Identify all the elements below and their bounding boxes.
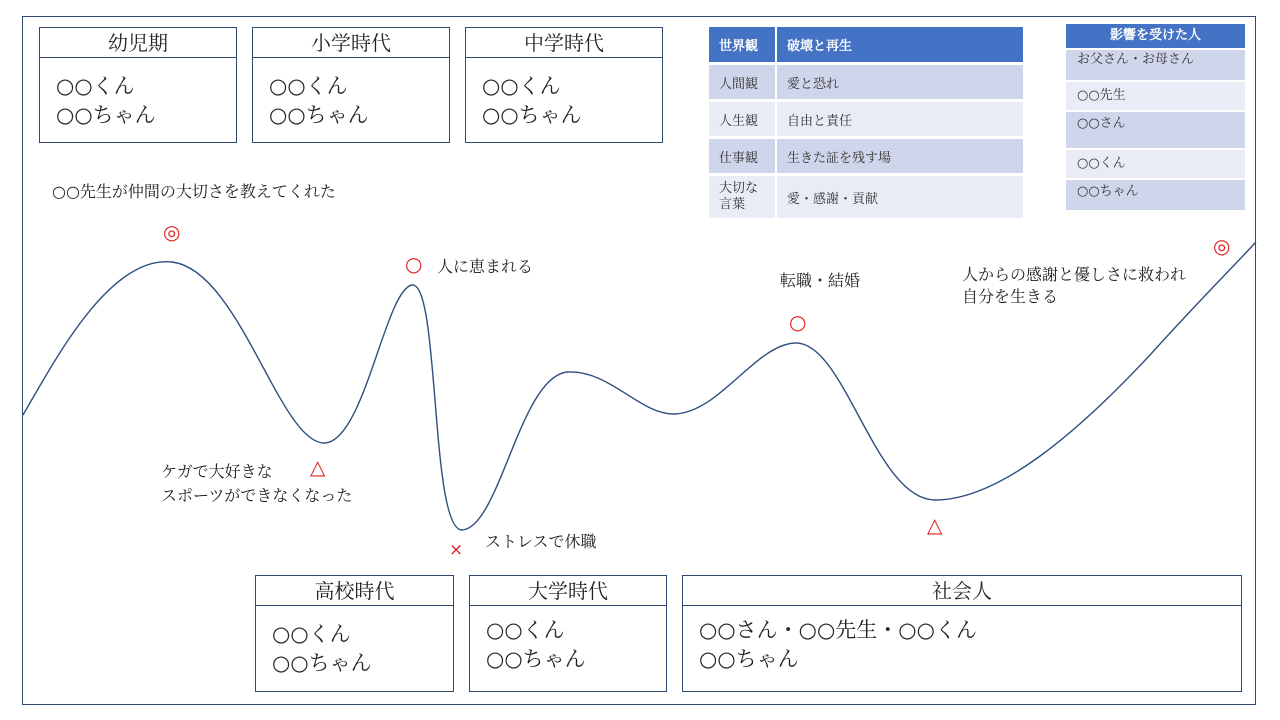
event-stress-text: ストレスで休職: [485, 532, 597, 551]
event-injury-text-1: ケガで大好きな: [161, 462, 273, 481]
era-title: 大学時代: [470, 576, 666, 606]
worldview-value: 愛・感謝・貢献: [776, 175, 1023, 220]
influences-title: 影響を受けた人: [1066, 24, 1245, 50]
influence-item: ○○くん: [1066, 150, 1245, 180]
worldview-label: 仕事観: [709, 138, 776, 175]
era-name: ○○くん: [56, 74, 135, 98]
era-name: ○○ちゃん: [482, 103, 582, 127]
worldview-row: [709, 138, 1023, 175]
event-people-text: 人に恵まれる: [437, 257, 534, 276]
era-name: ○○ちゃん: [272, 651, 372, 675]
double-circle-mark: ◎: [1213, 234, 1231, 258]
era-name: ○○ちゃん: [56, 103, 156, 127]
era-title: 小学時代: [253, 28, 449, 58]
era-name: ○○くん: [486, 618, 565, 642]
era-name: ○○さん・○○先生・○○くん: [699, 618, 977, 642]
circle-mark: ○: [789, 310, 807, 334]
influence-item: お父さん・お母さん: [1066, 50, 1245, 82]
era-name: ○○ちゃん: [486, 647, 586, 671]
worldview-row: [709, 175, 1023, 220]
era-title: 高校時代: [256, 576, 453, 606]
influence-item: ○○ちゃん: [1066, 180, 1245, 212]
worldview-value: 愛と恐れ: [776, 64, 1023, 101]
worldview-header-value: 破壊と再生: [776, 27, 1023, 64]
era-name: ○○ちゃん: [269, 103, 369, 127]
event-saved-text-2: 自分を生きる: [962, 287, 1059, 306]
era-title: 中学時代: [466, 28, 662, 58]
circle-mark: ○: [405, 252, 423, 276]
era-title: 幼児期: [40, 28, 236, 58]
worldview-value: 自由と責任: [776, 101, 1023, 138]
influences-list: [1066, 24, 1245, 212]
worldview-table: [709, 27, 1023, 221]
worldview-label: 大切な言葉: [709, 175, 776, 220]
event-career-text: 転職・結婚: [780, 271, 861, 290]
era-name: ○○くん: [482, 74, 561, 98]
worldview-label: 人間観: [709, 64, 776, 101]
triangle-mark: △: [927, 513, 943, 537]
event-saved-text-1: 人からの感謝と優しさに救われ: [962, 265, 1187, 284]
triangle-mark: △: [310, 455, 326, 479]
worldview-row: [709, 101, 1023, 138]
double-circle-mark: ◎: [163, 220, 181, 244]
influence-item: ○○さん: [1066, 112, 1245, 150]
worldview-header-row: [709, 27, 1023, 64]
event-teacher-text: ○○先生が仲間の大切さを教えてくれた: [52, 182, 336, 201]
era-name: ○○くん: [269, 74, 348, 98]
era-name: ○○くん: [272, 622, 351, 646]
era-title: 社会人: [683, 576, 1241, 606]
worldview-label: 人生観: [709, 101, 776, 138]
era-name: ○○ちゃん: [699, 647, 799, 671]
worldview-header-label: 世界観: [709, 27, 776, 64]
worldview-value: 生きた証を残す場: [776, 138, 1023, 175]
cross-mark: ×: [449, 540, 464, 560]
worldview-row: [709, 64, 1023, 101]
event-injury-text-2: スポーツができなくなった: [161, 486, 353, 505]
influence-item: ○○先生: [1066, 82, 1245, 112]
